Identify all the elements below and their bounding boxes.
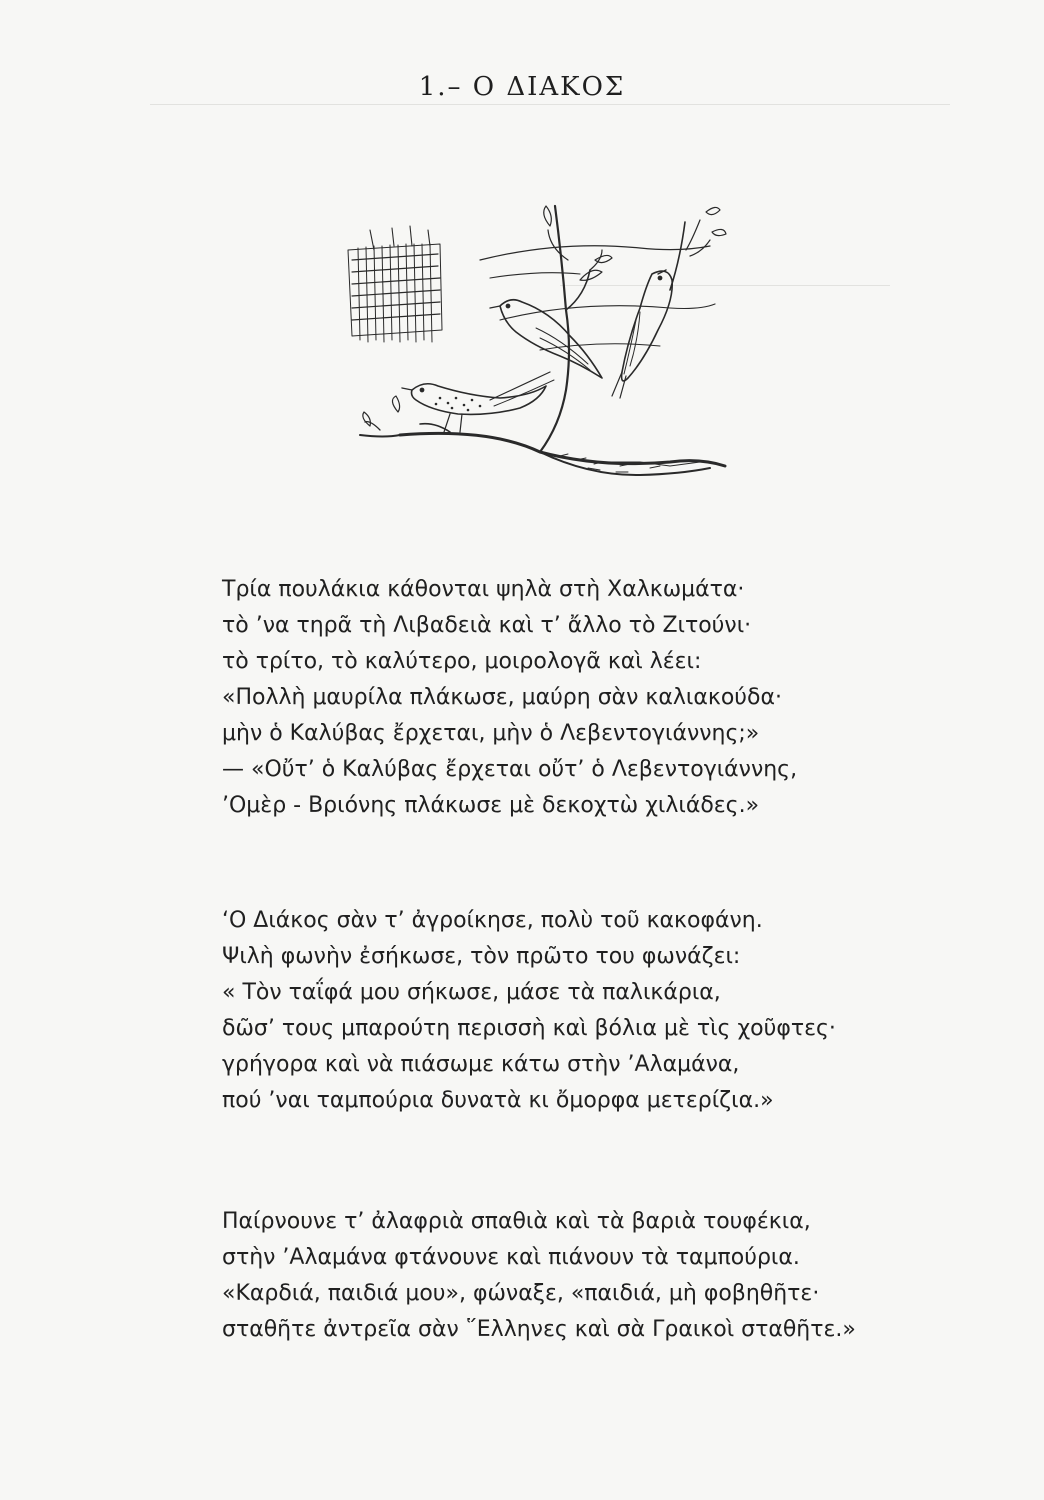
poem-line: « Τὸν ταΐφά μου σήκωσε, μάσε τὰ παλικάρια, xyxy=(222,980,721,1005)
poem-stanza-3 xyxy=(222,1204,922,1348)
poem-line: τὸ ’να τηρᾶ τὴ Λιβαδειὰ καὶ τ’ ἄλλο τὸ Ζιτούνι· xyxy=(222,613,752,638)
poem-stanza-1 xyxy=(222,572,922,824)
poem-line: ’Ομὲρ - Βριόνης πλάκωσε μὲ δεκοχτὼ χιλιάδες.» xyxy=(222,793,760,818)
birds-on-branch-illustration xyxy=(340,200,730,500)
poem-line: — «Οὔτ’ ὁ Καλύβας ἔρχεται οὔτ’ ὁ Λεβεντογιάννης, xyxy=(222,757,798,782)
poem-line: Τρία πουλάκια κάθονται ψηλὰ στὴ Χαλκωμάτα· xyxy=(222,577,745,602)
page-title: 1.– Ο ΔΙΑΚΟΣ xyxy=(418,72,626,102)
poem-line: Παίρνουνε τ’ ἀλαφριὰ σπαθιὰ καὶ τὰ βαριὰ τουφέκια, xyxy=(222,1209,811,1234)
poem-line: γρήγορα καὶ νὰ πιάσωμε κάτω στὴν ’Αλαμάνα, xyxy=(222,1052,740,1077)
poem-line: μὴν ὁ Καλύβας ἔρχεται, μὴν ὁ Λεβεντογιάννης;» xyxy=(222,721,760,746)
poem-line: στὴν ’Αλαμάνα φτάνουνε καὶ πιάνουν τὰ ταμπούρια. xyxy=(222,1245,800,1270)
poem-line: πού ’ναι ταμπούρια δυνατὰ κι ὄμορφα μετερίζια.» xyxy=(222,1088,774,1113)
poem-line: τὸ τρίτο, τὸ καλύτερο, μοιρολογᾶ καὶ λέει: xyxy=(222,649,702,674)
poem-stanza-2 xyxy=(222,903,922,1119)
bleed-through-rule xyxy=(150,104,950,105)
poem-line: ‘Ο Διάκος σὰν τ’ ἀγροίκησε, πολὺ τοῦ κακοφάνη. xyxy=(222,908,763,933)
poem-line: δῶσ’ τους μπαρούτη περισσὴ καὶ βόλια μὲ τὶς χοῦφτες· xyxy=(222,1016,836,1041)
poem-line: «Καρδιά, παιδιά μου», φώναξε, «παιδιά, μὴ φοβηθῆτε· xyxy=(222,1281,820,1306)
poem-line: Ψιλὴ φωνὴν ἐσήκωσε, τὸν πρῶτο του φωνάζει: xyxy=(222,944,741,969)
poem-line: «Πολλὴ μαυρίλα πλάκωσε, μαύρη σὰν καλιακούδα· xyxy=(222,685,782,710)
poem-line: σταθῆτε ἀντρεῖα σὰν ῞Ελληνες καὶ σὰ Γραικοὶ σταθῆτε.» xyxy=(222,1317,856,1342)
